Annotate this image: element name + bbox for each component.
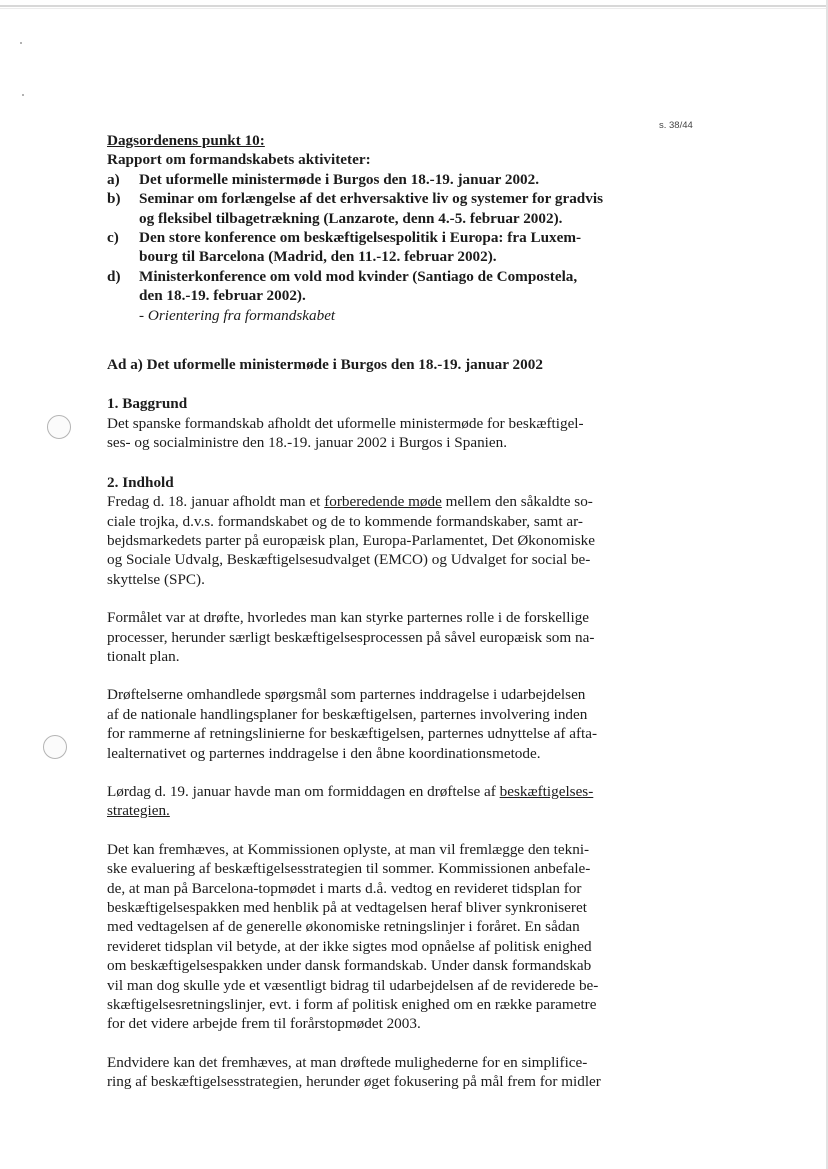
paragraph-line: beskæftigelsespakken med henblik på at vedtagelsen heraf bliver synkroniseret xyxy=(107,899,587,916)
agenda-title: Rapport om formandskabets aktiviteter: xyxy=(107,151,371,169)
paragraph-line: af de nationale handlingsplaner for beskæftigelsen, parternes involvering inden xyxy=(107,705,588,723)
agenda-note: - Orientering fra formandskabet xyxy=(139,306,336,324)
agenda-item-line: Det uformelle ministermøde i Burgos den 18.-19. januar 2002. xyxy=(139,170,540,188)
agenda-item-line: Den store konference om beskæftigelsespolitik i Europa: fra Luxem- xyxy=(139,229,582,247)
agenda-item-line: Seminar om forlængelse af det erhversaktive liv og systemer for gradvis xyxy=(139,190,603,208)
paragraph-line: Formålet var at drøfte, hvorledes man kan styrke parternes rolle i de forskellige xyxy=(107,609,590,627)
agenda-item-letter: a) xyxy=(107,170,120,188)
document-body xyxy=(107,131,633,1092)
underlined-term: strategien. xyxy=(107,802,170,820)
paragraph-line: og Sociale Udvalg, Beskæftigelsesudvalget (EMCO) og Udvalget for social be- xyxy=(107,551,591,569)
paragraph-line: Det kan fremhæves, at Kommissionen oplyste, at man vil fremlægge den tekni- xyxy=(107,840,590,858)
paragraph-line: om beskæftigelsespakken under dansk formandskab. Under dansk formandskab xyxy=(107,957,592,975)
paragraph-line: revideret tidsplan vil betyde, at der ikke sigtes mod opnåelse af politisk enighed xyxy=(107,937,592,955)
punch-hole xyxy=(47,415,71,439)
punch-hole xyxy=(43,735,67,759)
paragraph-line: for det videre arbejde frem til forårstopmødet 2003. xyxy=(107,1015,421,1033)
paragraph-line: tionalt plan. xyxy=(107,647,180,665)
paragraph-line: ring af beskæftigelsesstrategien, herunder øget fokusering på mål frem for midler xyxy=(107,1073,601,1091)
agenda-item-line: bourg til Barcelona (Madrid, den 11.-12. februar 2002). xyxy=(139,248,497,266)
paragraph-line: skæftigelsesretningslinjer, evt. i form af politisk enighed om en række parametre xyxy=(107,996,597,1014)
underlined-term: beskæftigelses- xyxy=(499,782,594,800)
paragraph-line xyxy=(107,782,633,801)
agenda-item-b xyxy=(107,189,633,228)
agenda-item-line: og fleksibel tilbagetrækning (Lanzarote, denn 4.-5. februar 2002). xyxy=(139,209,563,227)
text-span: Lørdag d. 19. januar havde man om formiddagen en drøftelse af xyxy=(107,782,500,800)
content-heading: 2. Indhold xyxy=(107,473,174,491)
paragraph-line: lealternativet og parternes inddragelse i den åbne koordinationsmetode. xyxy=(107,744,541,762)
section-a-title: Ad a) Det uformelle ministermøde i Burgos den 18.-19. januar 2002 xyxy=(107,356,543,374)
scan-top-edge-shadow xyxy=(0,8,828,9)
agenda-item-letter: d) xyxy=(107,267,121,285)
agenda-item-letter: b) xyxy=(107,190,121,208)
text-span: Fredag d. 18. januar afholdt man et xyxy=(107,493,325,511)
scan-speck xyxy=(22,94,24,96)
paragraph-line: Drøftelserne omhandlede spørgsmål som parternes inddragelse i udarbejdelsen xyxy=(107,686,586,704)
scan-speck xyxy=(20,42,22,44)
agenda-heading: Dagsordenens punkt 10: xyxy=(107,132,265,149)
paragraph-line: ske evaluering af beskæftigelsesstrategien til sommer. Kommissionen anbefale- xyxy=(107,860,591,878)
paragraph-line: med vedtagelsen af de generelle økonomiske retningslinjer i foråret. En sådan xyxy=(107,918,580,936)
underlined-term: forberedende møde xyxy=(324,493,442,511)
paragraph-line: Endvidere kan det fremhæves, at man drøftede mulighederne for en simplifice- xyxy=(107,1053,588,1071)
agenda-item-c xyxy=(107,228,633,267)
paragraph-line: Det spanske formandskab afholdt det uformelle ministermøde for beskæftigel- xyxy=(107,414,584,432)
paragraph-line: ses- og socialministre den 18.-19. januar 2002 i Burgos i Spanien. xyxy=(107,434,508,452)
paragraph-line: bejdsmarkedets parter på europæisk plan, Europa-Parlamentet, Det Økonomiske xyxy=(107,531,595,549)
paragraph-line: ciale trojka, d.v.s. formandskabet og de to kommende formandskaber, samt ar- xyxy=(107,512,583,530)
agenda-item-a xyxy=(107,170,633,189)
paragraph-line: de, at man på Barcelona-topmødet i marts d.å. vedtog en revideret tidsplan for xyxy=(107,879,582,897)
agenda-item-letter: c) xyxy=(107,229,119,247)
paragraph-line xyxy=(107,492,633,511)
agenda-item-line: Ministerkonference om vold mod kvinder (Santiago de Compostela, xyxy=(139,267,578,285)
agenda-item-line: den 18.-19. februar 2002). xyxy=(139,287,306,305)
text-span: mellem den såkaldte so- xyxy=(441,493,593,511)
paragraph-line: vil man dog skulle yde et væsentligt bidrag til udarbejdelsen af de reviderede be- xyxy=(107,976,599,994)
background-heading: 1. Baggrund xyxy=(107,395,188,413)
agenda-item-d xyxy=(107,267,633,325)
paragraph-line: processer, herunder særligt beskæftigelsesprocessen på såvel europæisk som na- xyxy=(107,628,595,646)
scan-top-edge xyxy=(0,5,828,7)
paragraph-line: for rammerne af retningslinierne for beskæftigelsen, parternes udnyttelse af afta- xyxy=(107,725,598,743)
paragraph-line: skyttelse (SPC). xyxy=(107,570,205,588)
page-number: s. 38/44 xyxy=(659,120,693,131)
